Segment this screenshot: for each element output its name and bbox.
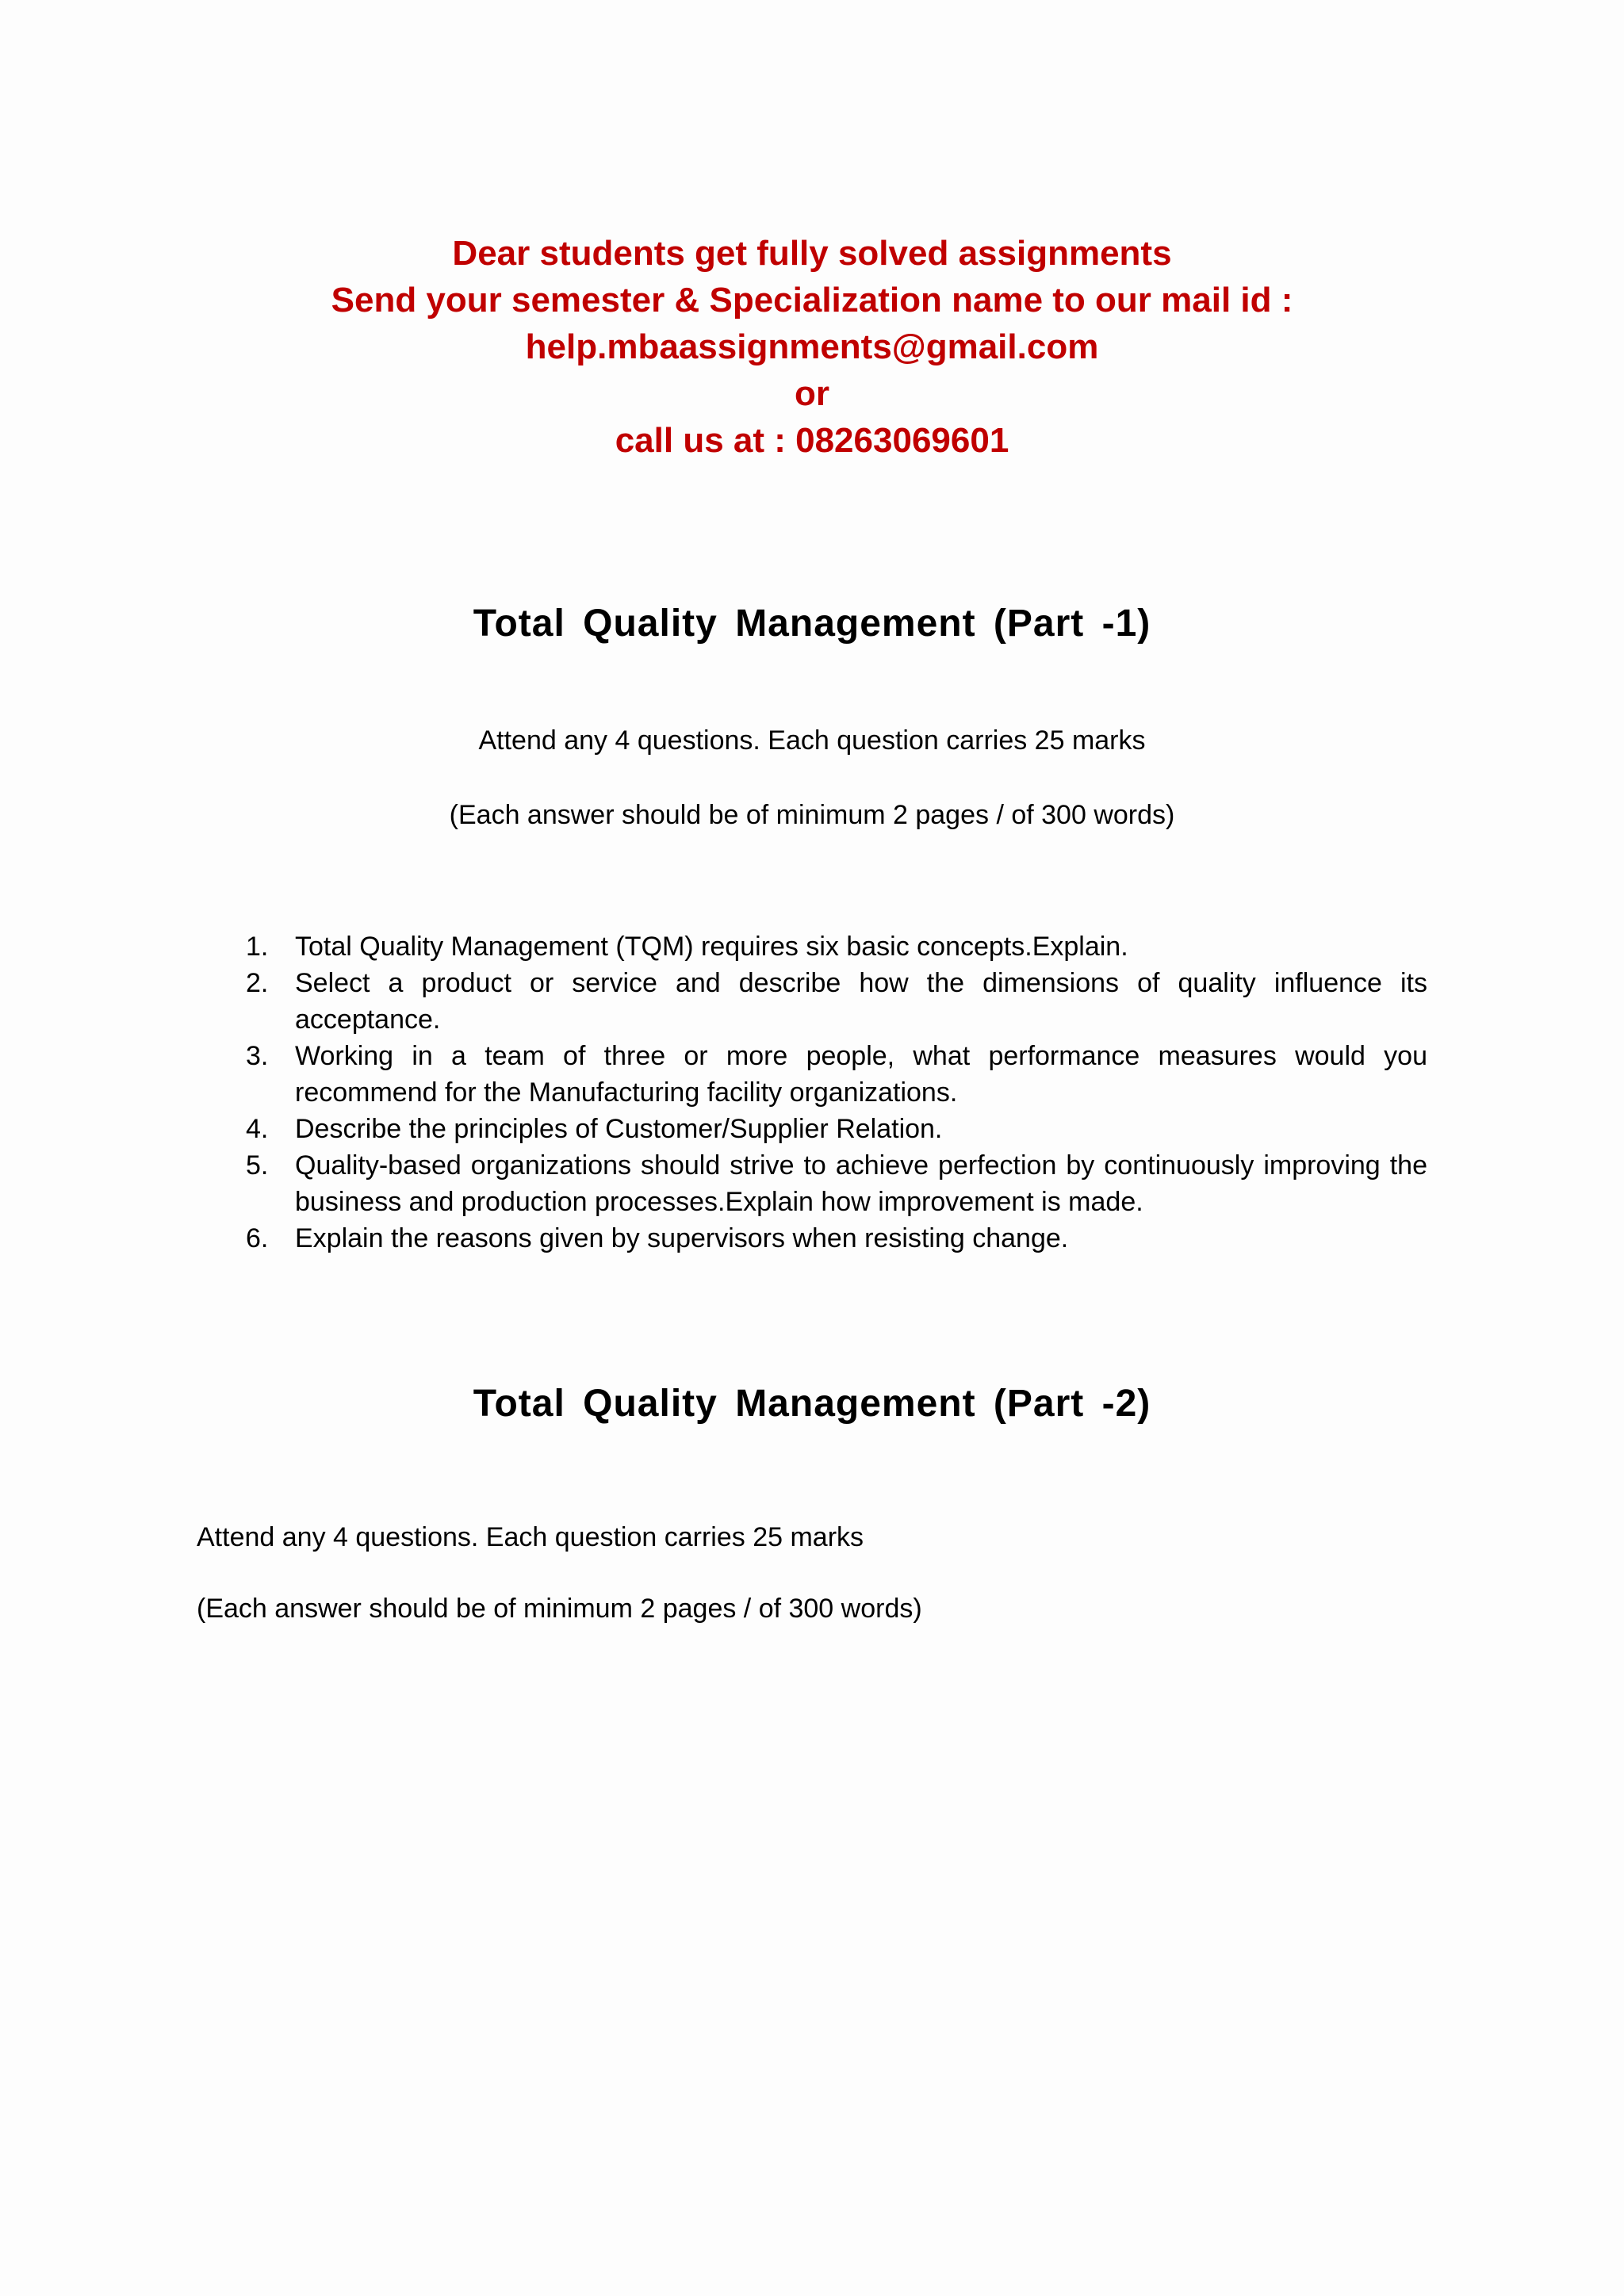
question-number: 6. — [246, 1223, 269, 1253]
promo-call: call us at : 08263069601 — [615, 421, 1009, 460]
question-text: Select a product or service and describe how the dimensions of quality influence its acceptance. — [295, 968, 1427, 1035]
part2-heading: Total Quality Management (Part -2) — [473, 1383, 1151, 1425]
promo-line: Dear students get fully solved assignments — [452, 234, 1172, 273]
part1-instruction: Attend any 4 questions. Each question carries 25 marks — [478, 725, 1146, 756]
question-item — [238, 1111, 1427, 1147]
question-list — [238, 928, 1427, 1257]
part1-note: (Each answer should be of minimum 2 pages / of 300 words) — [449, 800, 1175, 830]
promo-or: or — [795, 374, 829, 413]
part1-heading: Total Quality Management (Part -1) — [473, 603, 1151, 645]
question-text: Total Quality Management (TQM) requires six basic concepts.Explain. — [295, 932, 1128, 962]
part2-note: (Each answer should be of minimum 2 pages / of 300 words) — [197, 1594, 922, 1624]
promo-line: Send your semester & Specialization name to our mail id : — [331, 281, 1293, 320]
question-number: 1. — [246, 932, 269, 962]
question-number: 2. — [246, 968, 269, 998]
question-item — [238, 1147, 1427, 1220]
question-item — [238, 1038, 1427, 1111]
question-number: 5. — [246, 1150, 269, 1181]
question-item — [238, 1220, 1427, 1257]
question-text: Quality-based organizations should strive to achieve perfection by continuously improving the business and production processes.Explain how improvement is made. — [295, 1150, 1427, 1217]
promo-block — [0, 230, 1624, 464]
question-text: Describe the principles of Customer/Supplier Relation. — [295, 1114, 943, 1144]
question-item — [238, 965, 1427, 1038]
promo-email: help.mbaassignments@gmail.com — [525, 327, 1099, 366]
question-text: Working in a team of three or more people, what performance measures would you recommend for the Manufacturing facility organizations. — [295, 1041, 1427, 1108]
question-number: 4. — [246, 1114, 269, 1144]
question-number: 3. — [246, 1041, 269, 1071]
question-item — [238, 928, 1427, 965]
part2-instruction: Attend any 4 questions. Each question carries 25 marks — [197, 1522, 864, 1552]
question-text: Explain the reasons given by supervisors when resisting change. — [295, 1223, 1069, 1253]
